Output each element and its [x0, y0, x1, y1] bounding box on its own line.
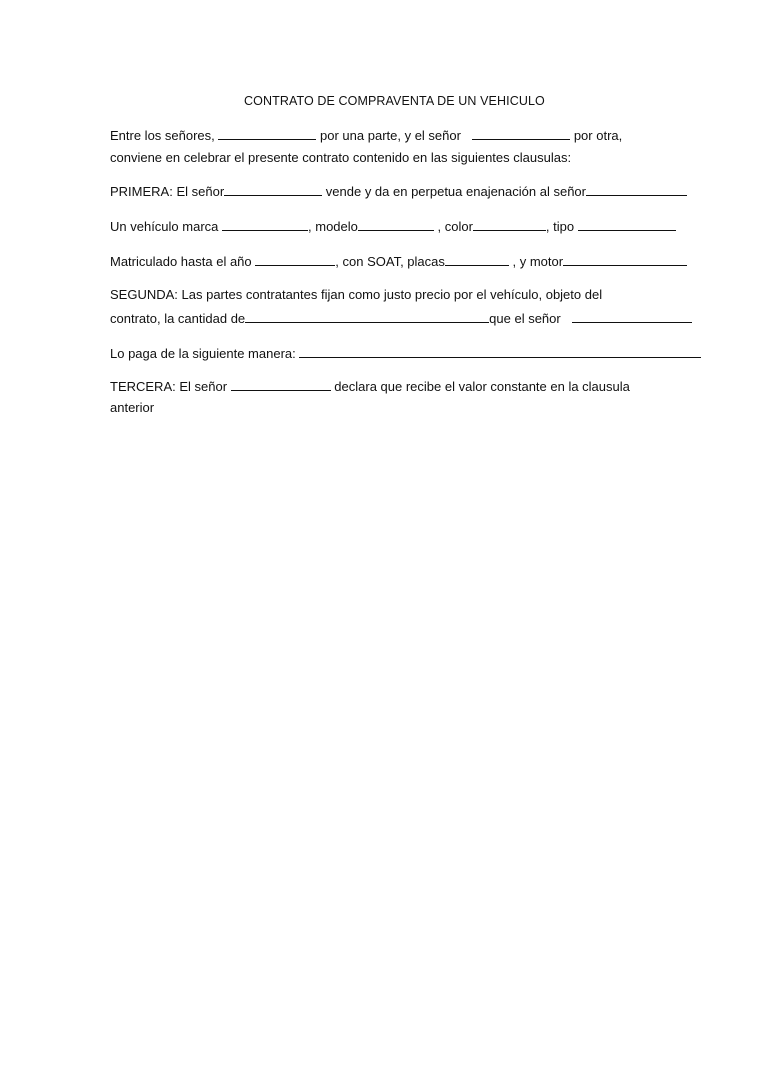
- vehiculo-text-3: , color: [437, 219, 473, 234]
- vehiculo-text-2: , modelo: [308, 219, 358, 234]
- matricula-text-3: , y motor: [512, 254, 564, 269]
- intro-line-1: [110, 127, 720, 144]
- blank-tipo[interactable]: [578, 218, 676, 231]
- blank-primera-buyer[interactable]: [586, 183, 687, 196]
- blank-anio[interactable]: [255, 253, 335, 266]
- tercera-text-2: declara que recibe el valor constante en la clausula: [334, 379, 630, 394]
- matricula-text-2: , con SOAT, placas: [335, 254, 445, 269]
- primera-text-1: PRIMERA: El señor: [110, 184, 225, 199]
- tercera-text-1: TERCERA: El señor: [110, 379, 228, 394]
- blank-cantidad[interactable]: [245, 310, 489, 323]
- pago-line: [110, 345, 720, 362]
- blank-primera-seller[interactable]: [224, 183, 322, 196]
- primera-line: [110, 183, 720, 200]
- blank-marca[interactable]: [222, 218, 308, 231]
- vehiculo-text-4: , tipo: [545, 219, 575, 234]
- intro-text-1: Entre los señores,: [110, 128, 215, 143]
- matricula-text-1: Matriculado hasta el año: [110, 254, 252, 269]
- intro-line-2: conviene en celebrar el presente contrato contenido en las siguientes clausulas:: [110, 150, 572, 165]
- blank-seller-name[interactable]: [218, 127, 316, 140]
- vehiculo-line: [110, 218, 720, 235]
- segunda-line-2: [110, 310, 720, 327]
- blank-placas[interactable]: [445, 253, 509, 266]
- blank-segunda-senor[interactable]: [572, 310, 692, 323]
- blank-color[interactable]: [473, 218, 546, 231]
- intro-text-2: por una parte, y el señor: [320, 128, 461, 143]
- blank-motor[interactable]: [563, 253, 687, 266]
- tercera-line-1: [110, 378, 720, 395]
- pago-text: Lo paga de la siguiente manera:: [110, 346, 296, 361]
- tercera-line-2: anterior: [110, 400, 155, 415]
- blank-tercera-senor[interactable]: [231, 378, 331, 391]
- document-title: CONTRATO DE COMPRAVENTA DE UN VEHICULO: [244, 94, 545, 108]
- segunda-text-1: contrato, la cantidad de: [110, 311, 246, 326]
- matricula-line: [110, 253, 720, 270]
- segunda-text-2: que el señor: [489, 311, 561, 326]
- segunda-line-1: SEGUNDA: Las partes contratantes fijan como justo precio por el vehículo, objeto del: [110, 287, 603, 302]
- blank-modelo[interactable]: [358, 218, 434, 231]
- vehiculo-text-1: Un vehículo marca: [110, 219, 219, 234]
- primera-text-2: vende y da en perpetua enajenación al señor: [325, 184, 586, 199]
- blank-forma-pago[interactable]: [299, 345, 701, 358]
- intro-text-3: por otra,: [573, 128, 623, 143]
- blank-buyer-name[interactable]: [472, 127, 570, 140]
